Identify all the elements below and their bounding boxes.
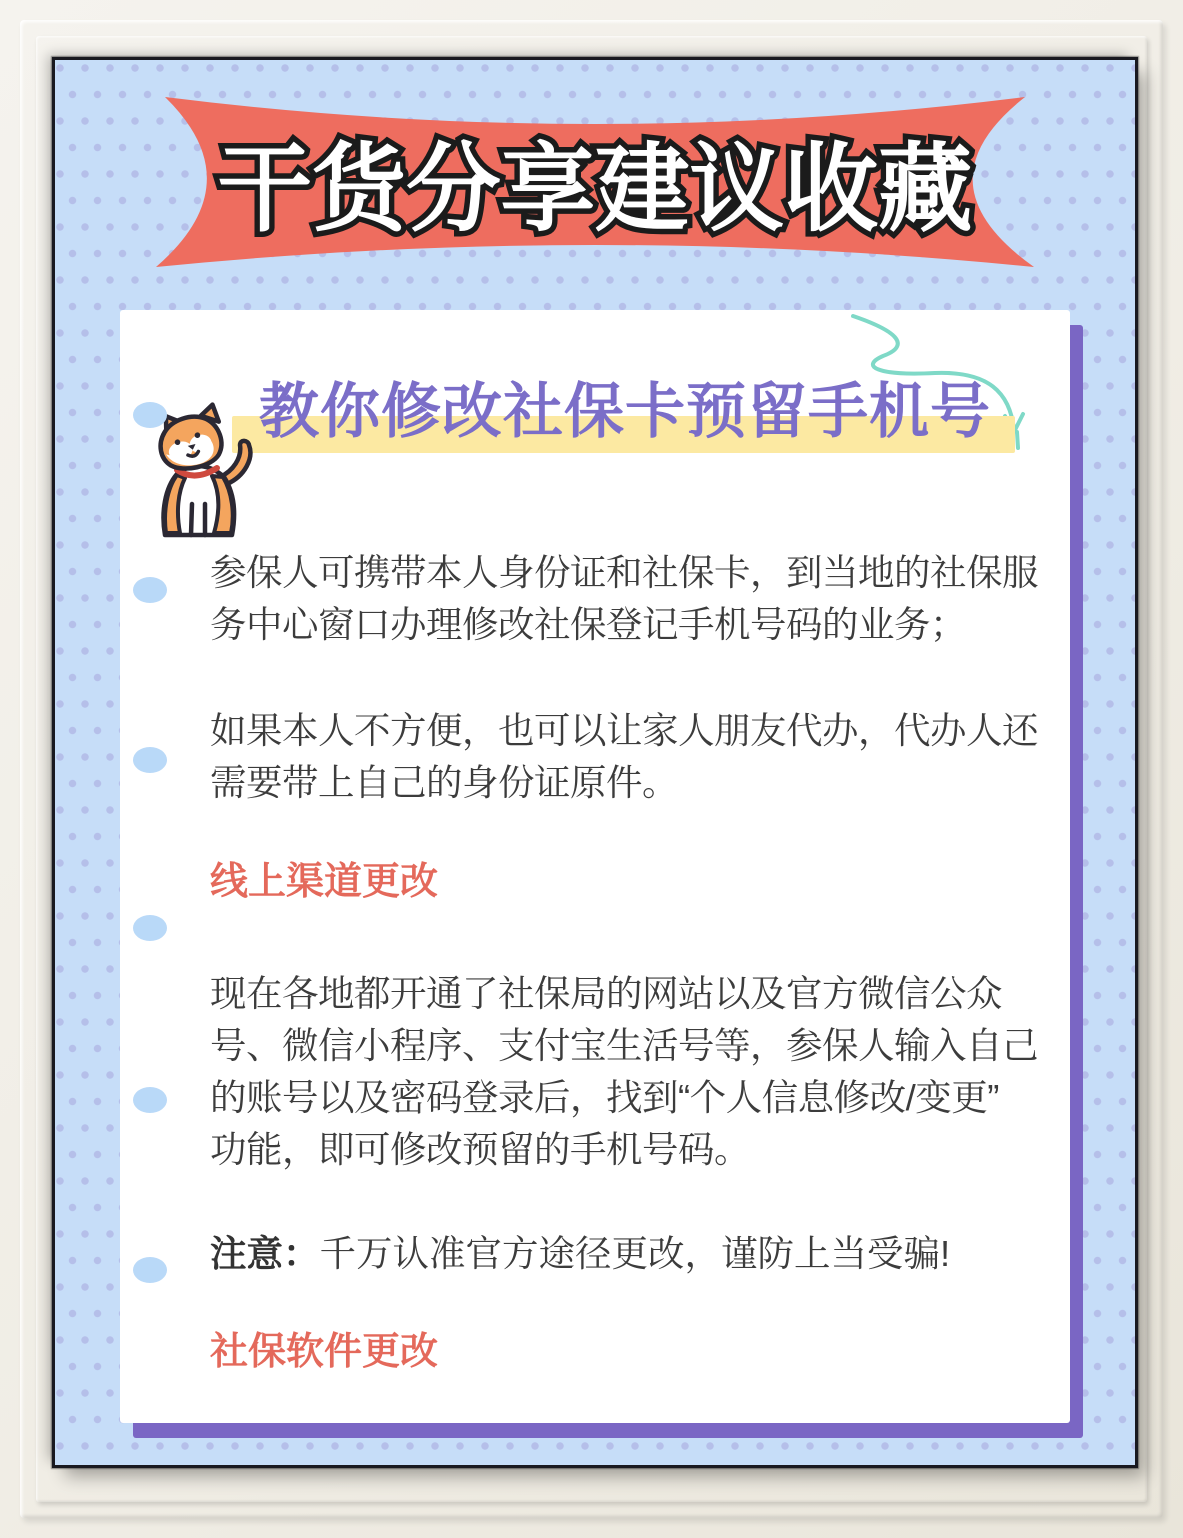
decor-dot [133,915,167,941]
paragraph-line: 现在各地都开通了社保局的网站以及官方微信公众 [210,973,1002,1014]
notice-label: 注意： [210,1233,320,1274]
shiba-dog-icon [135,408,265,546]
notice-line [210,1228,1060,1280]
decor-dot [133,1257,167,1283]
banner-title: 干货分享建议收藏 [217,136,973,243]
paragraph-line: 如果本人不方便，也可以让家人朋友代办，代办人还 [210,710,1038,751]
paragraph-line: 的账号以及密码登录后，找到“个人信息修改/变更” [210,1077,999,1118]
notice-text: 千万认准官方途径更改，谨防上当受骗! [319,1233,951,1274]
decor-dot [133,747,167,773]
section-header-software: 社保软件更改 [210,1331,439,1373]
paragraph-line: 需要带上自己的身份证原件。 [210,762,678,803]
paragraph-line: 功能，即可修改预留的手机号码。 [210,1129,750,1170]
content-card [120,310,1070,1423]
decor-dot [133,1087,167,1113]
paragraph-offline [210,547,1060,651]
decor-dot [133,577,167,603]
ribbon-banner-shape [150,93,1040,273]
section-header-online: 线上渠道更改 [210,861,439,903]
paragraph-proxy [210,705,1060,809]
ribbon-banner [150,93,1040,273]
paragraph-line: 号、微信小程序、支付宝生活号等，参保人输入自己 [210,1025,1038,1066]
paragraph-line: 务中心窗口办理修改社保登记手机号码的业务； [210,604,966,645]
decor-dot [133,402,167,428]
card-title: 教你修改社保卡预留手机号 [259,378,991,445]
paragraph-line: 参保人可携带本人身份证和社保卡，到当地的社保服 [210,552,1038,593]
polka-dot-background [55,60,1135,1465]
paragraph-online-detail [210,968,1060,1176]
